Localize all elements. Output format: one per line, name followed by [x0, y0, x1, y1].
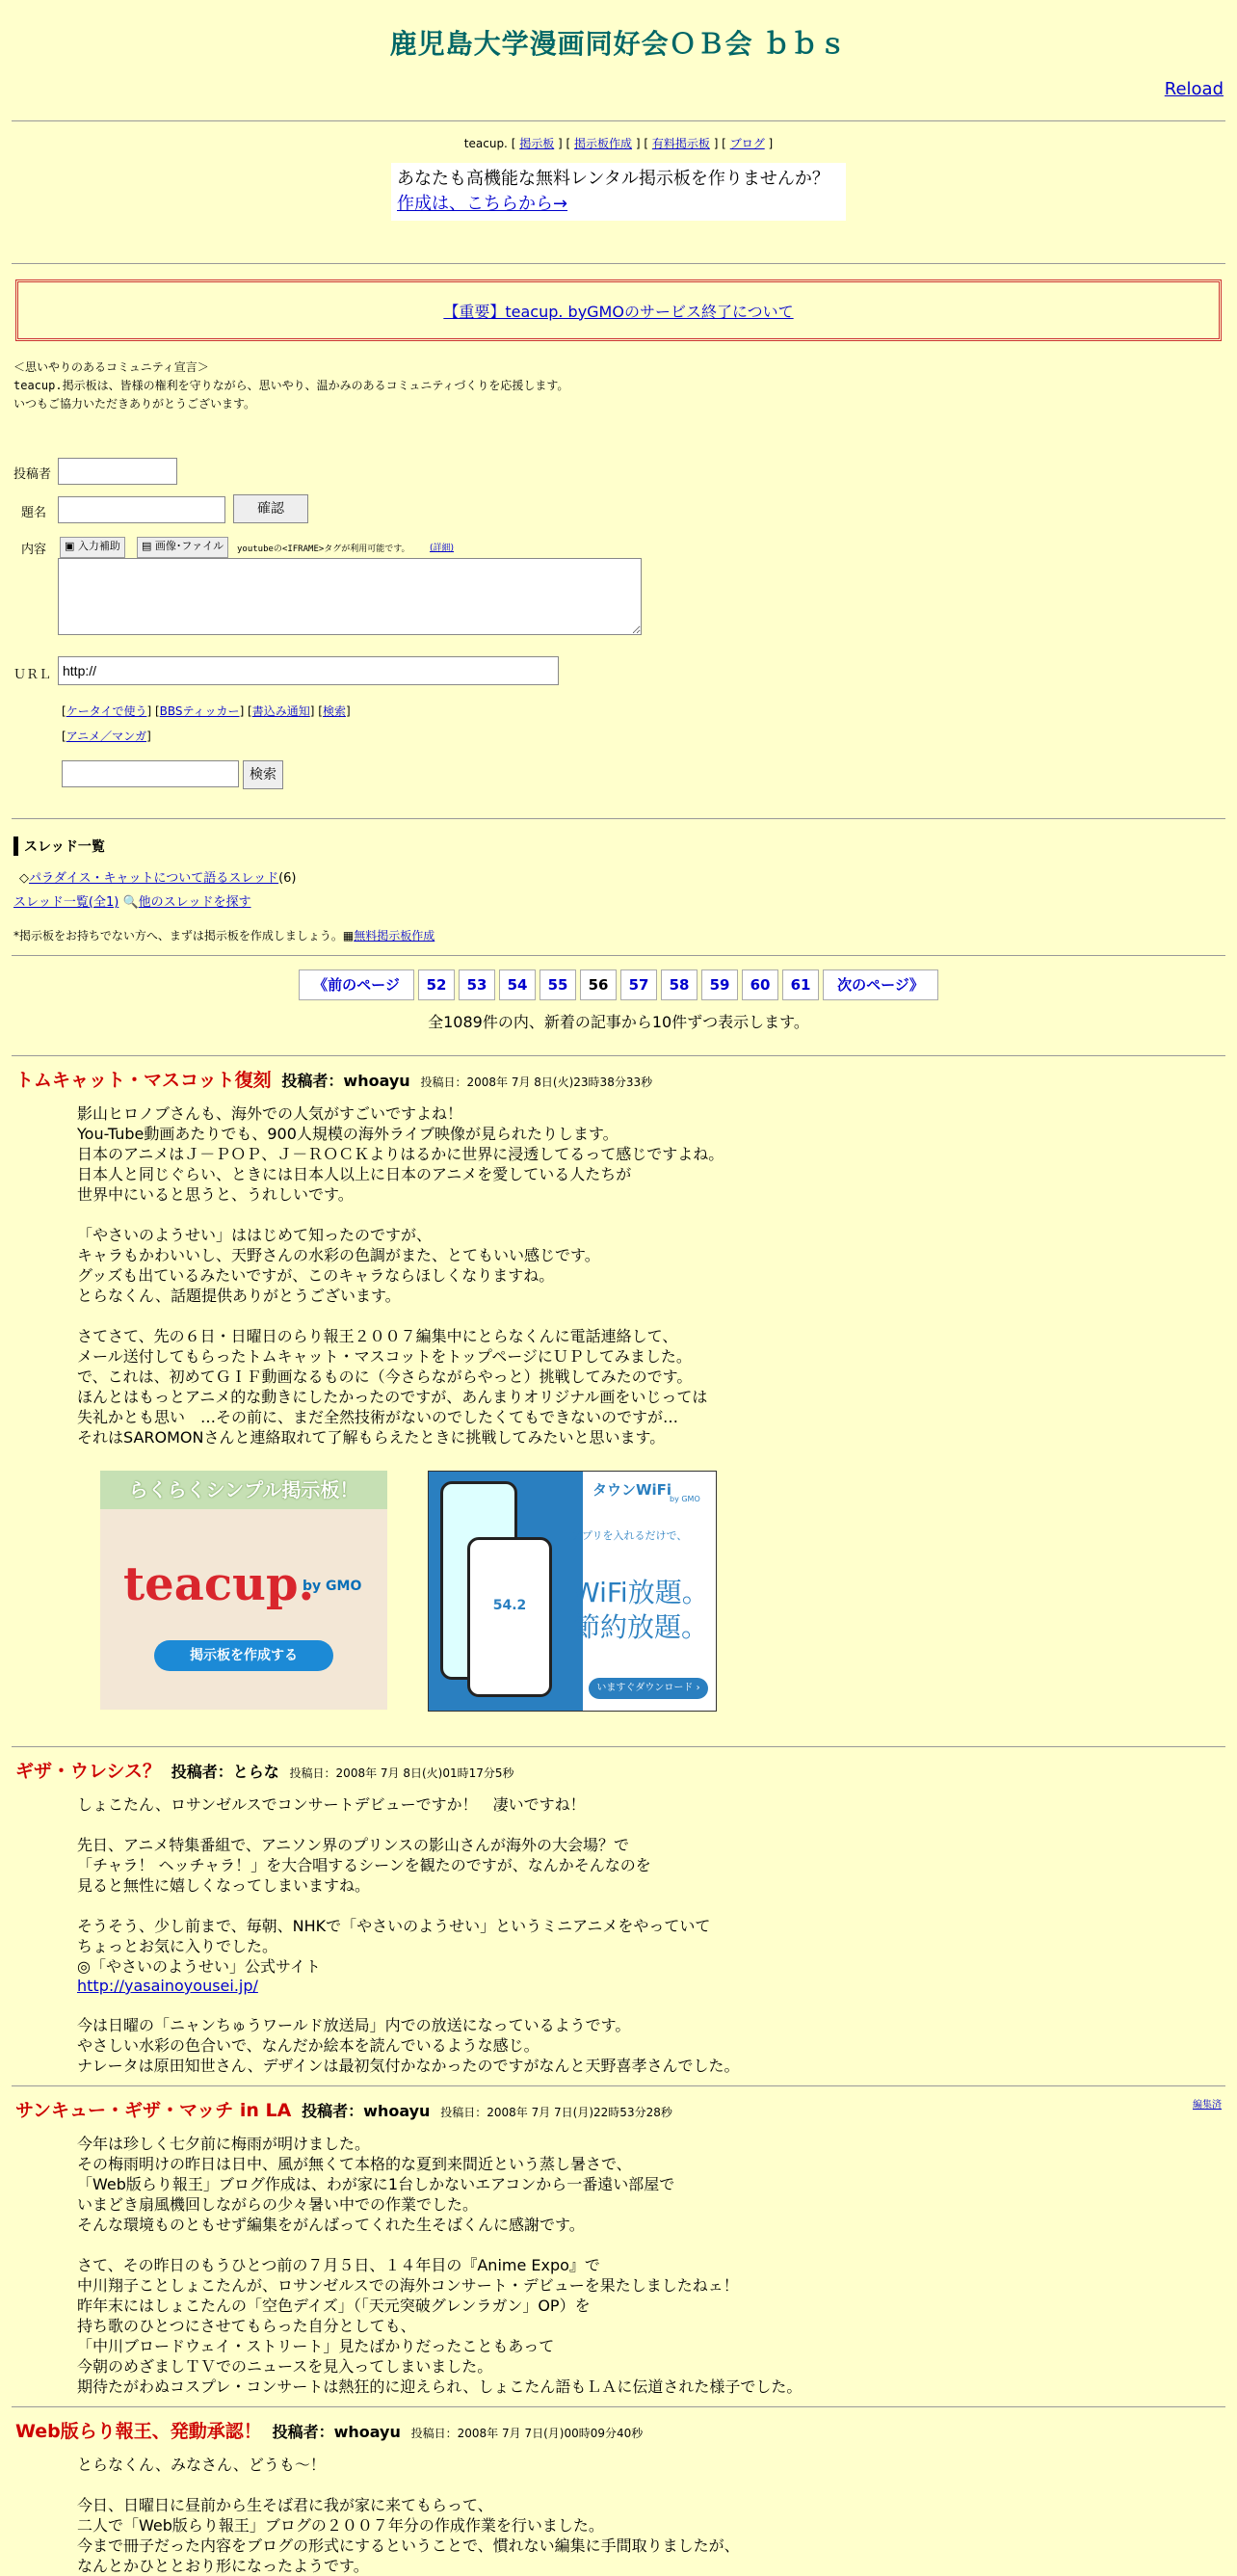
mobile-link[interactable]: ケータイで使う	[66, 704, 147, 718]
nav-paid-link[interactable]: 有料掲示板	[651, 137, 710, 150]
post-title: ギザ・ウレシス？	[15, 1761, 161, 1782]
post-link-line	[77, 1977, 1222, 1995]
create-board-banner-button[interactable]: 掲示板を作成する	[154, 1640, 333, 1671]
post-body: とらなくん、みなさん、どうも～！ 今日、日曜日に昼前から生そば君に我が家に来てもらって、 二人で「Web版らり報王」ブログの２００７年分の作成作業を行いました。 今まで冊子だった内容をブログの形式にするということで、慣れない編集に手間取りましたが、 なんとかひととおり形になったようです。	[77, 2456, 740, 2575]
notice-link[interactable]: 【重要】teacup. byGMOのサービス終了について	[443, 302, 794, 321]
anime-manga-link[interactable]: アニメ／マンガ	[66, 730, 147, 743]
current-page: 56	[588, 976, 609, 994]
declaration-line: teacup.掲示板は、皆様の権利を守りながら、思いやり、温かみのあるコミュニティづくりを応援します。	[13, 379, 569, 392]
edited-link[interactable]: 編集済	[1193, 2100, 1222, 2111]
thread-list-heading: スレッド一覧	[13, 837, 1237, 856]
search-button[interactable]: 検索	[243, 760, 283, 789]
townwifi-headline-2: 節約放題。	[573, 1611, 709, 1643]
page-link[interactable]: 61	[790, 976, 811, 994]
content-textarea[interactable]	[58, 558, 642, 635]
input-assist-label: 入力補助	[77, 540, 120, 552]
other-threads-link[interactable]: 他のスレッドを探す	[138, 895, 251, 910]
townwifi-tagline: アプリを入れるだけで、	[571, 1529, 688, 1542]
post-body: 影山ヒロノブさんも、海外での人気がすごいですよね！ You-Tube動画あたりでも、900人規模の海外ライブ映像が見られたりします。 日本のアニメはＪ－ＰＯＰ、Ｊ－ＲＯＣＫよりはるかに世界に浸透してるって感じですよね。 日本人と同じぐらい、ときには日本人以上に日本のアニメを愛している人たちが 世界中にいると思うと、うれしいです。 「やさいのようせい」ははじめて知ったのですが、 キャラもかわいいし、天野さんの水彩の色調がまた、とてもいい感じです。 グッズも出ているみたいですが、このキャラならほしくなりますね。 とらなくん、話題提供ありがとうございます。 さてさて、先の６日・日曜日のらり報王２００７編集中にとらなくんに電話連絡して、 メール送付してもらったトムキャット・マスコットをトップページにＵＰしてみました。 で、これは、初めてＧＩＦ動画なるものに（今さらながらやっと）挑戦してみたのです。 ほんとはもっとアニメ的な動きにしたかったのですが、あんまりオリジナル画をいじっては 失礼かとも思い …その前に、まだ全然技術がないのでしたくてもできないのですが… それはSAROMONさんと連絡取れて了解もらえたときに挑戦してみたいと思います。	[77, 1104, 724, 1447]
post	[0, 2407, 1237, 2576]
post-author: 投稿者：とらな	[171, 1763, 279, 1781]
ad-link[interactable]: 作成は、こちらから→	[397, 194, 568, 214]
subject-label: 題名	[21, 506, 47, 520]
post-author: 投稿者：whoayu	[281, 1072, 410, 1090]
create-board-link[interactable]: 無料掲示板作成	[354, 929, 435, 943]
create-note-text: *掲示板をお持ちでない方へ、まずは掲示板を作成しましょう。	[13, 929, 343, 943]
form-links: [ケータイで使う] [BBSティッカー] [書込み通知] [検索]	[62, 704, 351, 718]
post-date: 投稿日：2008年 7月 7日(月)00時09分40秒	[410, 2427, 644, 2440]
divider	[12, 955, 1225, 956]
ad-text: あなたも高機能な無料レンタル掲示板を作りませんか？	[397, 169, 829, 189]
board-icon: ▦	[342, 929, 355, 943]
thread-actions	[13, 891, 1237, 910]
nav-blog-link[interactable]: ブログ	[729, 137, 765, 150]
page-link[interactable]: 54	[507, 976, 528, 994]
teacup-logo: teacup.	[123, 1557, 315, 1611]
create-note	[13, 927, 1237, 943]
pagination	[0, 969, 1237, 1000]
notice-box	[15, 279, 1222, 341]
post-author: 投稿者：whoayu	[302, 2102, 431, 2120]
divider	[12, 818, 1225, 819]
post	[0, 1747, 1237, 2076]
post	[0, 2086, 1237, 2397]
image-file-button[interactable]	[137, 537, 228, 558]
nav-bbs-link[interactable]: 掲示板	[519, 137, 555, 150]
thread-link[interactable]: パラダイス・キャットについて語るスレッド	[29, 871, 279, 886]
confirm-button[interactable]: 確認	[233, 494, 308, 523]
category-links: [アニメ／マンガ]	[62, 730, 151, 743]
keyboard-icon: ▣	[65, 540, 75, 552]
image-file-label: 画像･ファイル	[154, 540, 224, 552]
url-input[interactable]	[58, 656, 559, 685]
gmo-logo: by GMO	[303, 1579, 362, 1594]
thread-item: ◇パラダイス・キャットについて語るスレッド(6)	[19, 871, 297, 886]
download-button[interactable]: いますぐダウンロード ›	[589, 1678, 708, 1699]
townwifi-headline-1: WiFi放題。	[573, 1577, 709, 1608]
teacup-nav: teacup. [ 掲示板 ] [ 掲示板作成 ] [ 有料掲示板 ] [ ブログ ]	[463, 137, 774, 150]
site-title: 鹿児島大学漫画同好会ＯＢ会 ｂｂｓ	[389, 28, 848, 60]
content-label: 内容	[21, 543, 47, 557]
iframe-note: youtubeの<IFRAME>タグが利用可能です。	[237, 544, 410, 554]
community-declaration	[13, 359, 1237, 413]
reload-link[interactable]: Reload	[1164, 79, 1224, 99]
banner-title: らくらくシンプル掲示板！	[100, 1471, 387, 1509]
page-link[interactable]: 59	[709, 976, 730, 994]
folder-icon: ▤	[142, 540, 152, 552]
page-link[interactable]: 55	[547, 976, 568, 994]
post-author: 投稿者：whoayu	[272, 2423, 401, 2441]
post-title: サンキュー・ギザ・マッチ in LA	[15, 2100, 292, 2121]
post-date: 投稿日：2008年 7月 8日(火)23時38分33秒	[420, 1076, 653, 1089]
page-link[interactable]: 60	[750, 976, 771, 994]
prev-page-link[interactable]: 《前のページ	[313, 976, 400, 994]
townwifi-gmo: by GMO	[670, 1495, 700, 1503]
phone-readout: 54.2	[467, 1537, 552, 1697]
search-icon: 🔍	[122, 895, 139, 910]
declaration-line: ＜思いやりのあるコミュニティ宣言＞	[13, 360, 209, 374]
post-body: 今年は珍しく七夕前に梅雨が明けました。 その梅雨明けの昨日は日中、風が無くて本格的な夏到来間近という蒸し暑さで、 「Web版らり報王」ブログ作成は、わが家に1台しかないエアコンから一番遠い部屋で いまどき扇風機回しながらの少々暑い中での作業でした。 そんな環境ものともせず編集をがんばってくれた生そばくんに感謝です。 さて、その昨日のもうひとつ前の７月５日、１４年目の『Anime Expo』で 中川翔子ことしょこたんが、ロサンゼルスでの海外コンサート・デビューを果たしましたねェ！ 昨年末にはしょこたんの「空色デイズ」（「天元突破グレンラガン」OP）を 持ち歌のひとつにさせてもらった自分としても、 「中川ブロードウェイ・ストリート」見たばかりだったこともあって 今朝のめざましＴＶでのニュースを見入ってしまいました。 期待たがわぬコスプレ・コンサートは熱狂的に迎えられ、しょこたん語もＬＡに伝道された様子でした。	[77, 2135, 803, 2396]
page-link[interactable]: 53	[466, 976, 487, 994]
post-body: しょこたん、ロサンゼルスでコンサートデビューですか！ 凄いですね！ 先日、アニメ特集番組で、アニソン界のプリンスの影山さんが海外の大会場？で 「チャラ！ ヘッチャラ！」を大合唱するシーンを観たのですが、なんかそんなのを 見ると無性に嬉しくなってしまいますね。 そうそう、少し前まで、毎朝、NHKで「やさいのようせい」というミニアニメをやっていて ちょっとお気に入りでした。 ◎「やさいのようせい」公式サイト	[77, 1795, 711, 1976]
townwifi-banner[interactable]	[428, 1471, 717, 1712]
next-page-link[interactable]: 次のページ》	[837, 976, 924, 994]
post	[0, 1056, 1237, 1712]
search-input[interactable]	[62, 760, 239, 787]
post-link[interactable]: http://yasainoyousei.jp/	[77, 1977, 258, 1995]
post-title: トムキャット・マスコット復刻	[15, 1070, 272, 1091]
post-form	[0, 423, 1237, 818]
author-label: 投稿者	[13, 467, 52, 482]
divider	[12, 263, 1225, 264]
ad-banners	[100, 1471, 1222, 1712]
post-title: Web版らり報王、発動承認！	[15, 2421, 262, 2442]
ad-box	[391, 163, 846, 221]
author-input[interactable]	[58, 458, 177, 485]
teacup-banner[interactable]	[100, 1471, 387, 1710]
page-link[interactable]: 58	[669, 976, 690, 994]
search-link[interactable]: 検索	[322, 704, 346, 718]
url-label: ＵＲＬ	[13, 668, 52, 682]
post-body-continued: 今は日曜の「ニャンちゅうワールド放送局」内での放送になっているようです。 やさしい水彩の色合いで、なんだか絵本を読んでいるような感じ。 ナレータは原田知世さん、デザインは最初気付かなかったのですがなんと天野喜孝さんでした。	[77, 2016, 740, 2075]
post-date: 投稿日：2008年 7月 8日(火)01時17分5秒	[289, 1766, 514, 1780]
subject-input[interactable]	[58, 496, 225, 523]
nav-create-link[interactable]: 掲示板作成	[574, 137, 633, 150]
declaration-line: いつもご協力いただきありがとうございます。	[13, 397, 256, 411]
post-date: 投稿日：2008年 7月 7日(月)22時53分28秒	[440, 2106, 672, 2119]
thread-count: (6)	[278, 871, 297, 886]
teacup-label: teacup. [	[463, 137, 516, 150]
townwifi-logo: タウンWiFi	[592, 1481, 672, 1499]
notify-link[interactable]: 書込み通知	[251, 704, 310, 718]
iframe-detail-link[interactable]: (詳細)	[430, 544, 455, 553]
input-assist-button[interactable]	[60, 537, 125, 558]
post-count: 全1089件の内、新着の記事から10件ずつ表示します。	[428, 1013, 809, 1031]
divider	[12, 120, 1225, 121]
ticker-link[interactable]: BBSティッカー	[159, 704, 240, 718]
all-threads-link[interactable]: スレッド一覧(全1)	[13, 895, 119, 910]
page-link[interactable]: 57	[628, 976, 649, 994]
page-link[interactable]: 52	[426, 976, 447, 994]
